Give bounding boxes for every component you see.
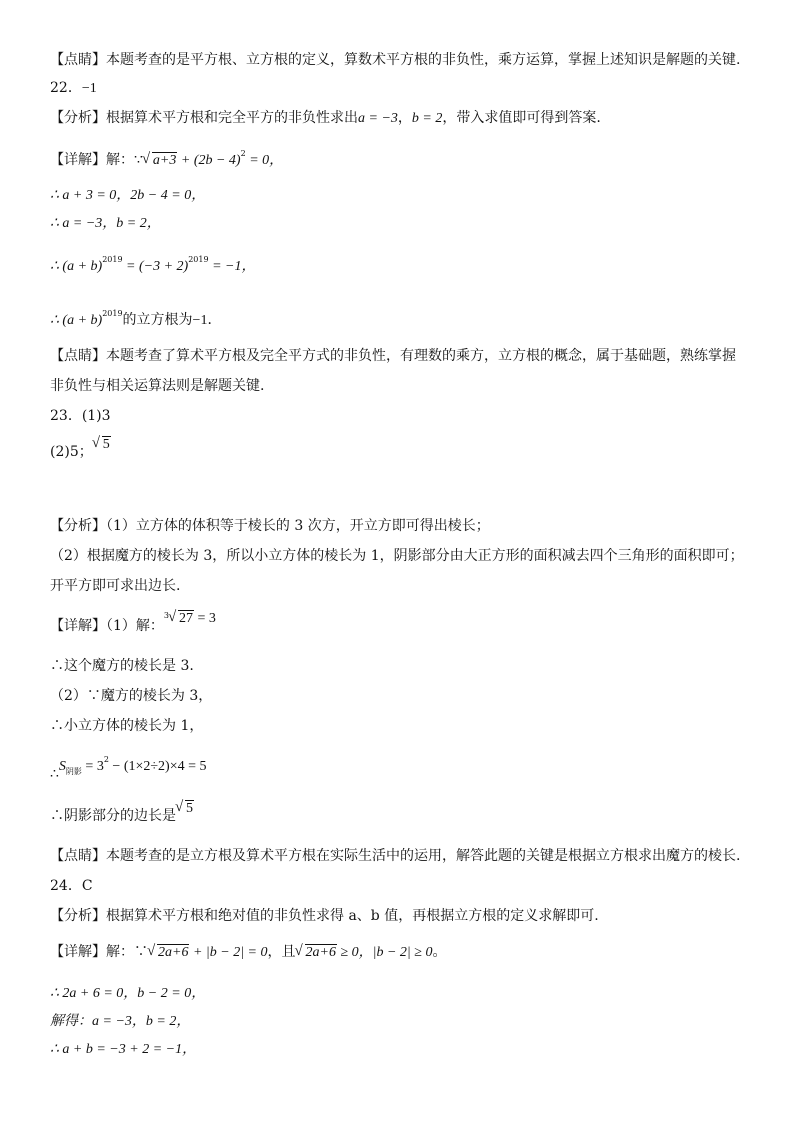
q22-step4-exp: 2019 <box>102 309 123 318</box>
q22-fenxi-b: b = 2 <box>411 111 443 126</box>
q22-step3-c: = −1， <box>208 259 256 274</box>
q24-xj-eq: + |b − 2| = 0 <box>189 945 268 960</box>
q23-step2: （2）∵魔方的棱长为 3， <box>50 688 213 704</box>
q23-cube-eq: = 3 <box>194 611 216 626</box>
q22-step4-c: −1 <box>192 313 208 328</box>
q22-step2: ∴ a = −3，b = 2， <box>50 216 161 231</box>
q23-answer2 <box>50 437 111 463</box>
q22-header <box>50 78 97 99</box>
q24-radical-2: √ 2a+6 <box>296 943 337 963</box>
q22-expr-a: + (2b − 4) <box>177 153 241 168</box>
q24-radical-1: √ 2a+6 <box>148 943 189 963</box>
q23-xj-label: 【详解】（1）解： <box>50 618 164 634</box>
q23-step4-sub: 阴影 <box>65 766 82 776</box>
q24-xj-ge: ≥ 0， <box>336 945 373 960</box>
q23-number: 23．(1)3 <box>50 408 111 424</box>
q23-xiangjie <box>50 611 216 637</box>
q24-step1: ∴ 2a + 6 = 0，b − 2 = 0， <box>50 986 206 1001</box>
q23-dianjing: 【点睛】本题考查的是立方根及算术平方根在实际生活中的运用，解答此题的关键是根据立方根求出魔方的棱长. <box>50 848 741 864</box>
q22-step3-a: ∴ (a + b) <box>50 259 103 274</box>
q22-fenxi-text: 【分析】根据算术平方根和完全平方的非负性求出 <box>50 110 358 126</box>
q23-step3: ∴小立方体的棱长为 1， <box>50 718 204 734</box>
q23-step4-eq-a: = 3 <box>81 759 104 774</box>
q22-fenxi-a: a = −3 <box>358 111 398 126</box>
q23-fenxi-1: 【分析】（1）立方体的体积等于棱长的 3 次方，开立方即可得出棱长； <box>50 518 490 534</box>
q22-dianjing-2: 非负性与相关运算法则是解题关键. <box>50 378 265 394</box>
q21-dianjing: 【点睛】本题考查的是平方根、立方根的定义，算数术平方根的非负性，乘方运算，掌握上述知识是解题的关键. <box>50 52 741 68</box>
q22-fenxi-post: ，带入求值即可得到答案. <box>442 110 601 126</box>
q22-fenxi <box>50 108 601 129</box>
q24-number: 24．C <box>50 878 93 894</box>
q23-step4-eq-b: − (1×2÷2)×4 = 5 <box>108 759 207 774</box>
q24-step2: 解得：a = −3，b = 2， <box>50 1014 191 1029</box>
q22-number: 22． <box>50 80 82 96</box>
q23-ans2-radical: √ 5 <box>93 435 111 455</box>
q22-answer: −1 <box>81 81 97 96</box>
q22-step1: ∴ a + 3 = 0，2b − 4 = 0， <box>50 188 206 203</box>
q22-step4-b: 的立方根为 <box>122 312 193 328</box>
q22-expr-sq: 2 <box>240 149 246 158</box>
q23-cube-index: 3 <box>163 611 170 620</box>
q23-fenxi-2: （2）根据魔方的棱长为 3，所以小立方体的棱长为 1，阴影部分由大正方形的面积减去四个三角形的面积即可； <box>50 548 744 564</box>
q23-step5-radical: √ 5 <box>176 799 194 819</box>
q22-xiangjie-label: 【详解】解： <box>50 152 134 168</box>
q23-ans2-pre: (2)5； <box>50 444 93 460</box>
q22-fenxi-sep: ， <box>397 110 412 126</box>
q23-step4 <box>50 750 207 782</box>
q23-step4-S: S <box>58 759 66 774</box>
q22-step3-exp1: 2019 <box>102 255 123 264</box>
q24-xj-label: 【详解】解：∵ <box>50 944 148 960</box>
q23-step5-text: ∴阴影部分的边长是 <box>50 808 176 824</box>
q24-xj-abs: |b − 2| ≥ 0 <box>372 945 433 960</box>
q24-xj-and: ，且 <box>267 944 296 960</box>
q23-fenxi-3: 开平方即可求出边长. <box>50 578 181 594</box>
q22-step3-b: = (−3 + 2) <box>122 259 189 274</box>
q22-step4 <box>50 304 221 331</box>
q23-step4-therefore: ∴ <box>50 766 59 782</box>
q23-step1: ∴这个魔方的棱长是 3. <box>50 658 194 674</box>
q22-dianjing-1: 【点睛】本题考查了算术平方根及完全平方式的非负性，有理数的乘方，立方根的概念，属于基础题，熟练掌握 <box>50 348 736 364</box>
q23-step5 <box>50 801 194 827</box>
q24-xj-end: 。 <box>432 944 447 960</box>
q22-radical: √ a+3 <box>143 151 177 171</box>
q24-step3: ∴ a + b = −3 + 2 = −1， <box>50 1042 197 1057</box>
q22-because: ∵ <box>134 153 143 168</box>
q24-fenxi: 【分析】根据算术平方根和绝对值的非负性求得 a、b 值，再根据立方根的定义求解即可. <box>50 908 599 924</box>
q24-xiangjie <box>50 942 446 963</box>
q23-cube-radical: √ 27 <box>169 609 194 629</box>
q22-xiangjie <box>50 144 283 171</box>
q22-step3-exp2: 2019 <box>188 255 209 264</box>
q23-step4-sq: 2 <box>103 755 109 764</box>
q22-expr-b: = 0， <box>245 153 284 168</box>
q22-step3 <box>50 250 255 277</box>
q22-step4-a: ∴ (a + b) <box>50 313 103 328</box>
q22-step4-d: ． <box>207 312 222 328</box>
